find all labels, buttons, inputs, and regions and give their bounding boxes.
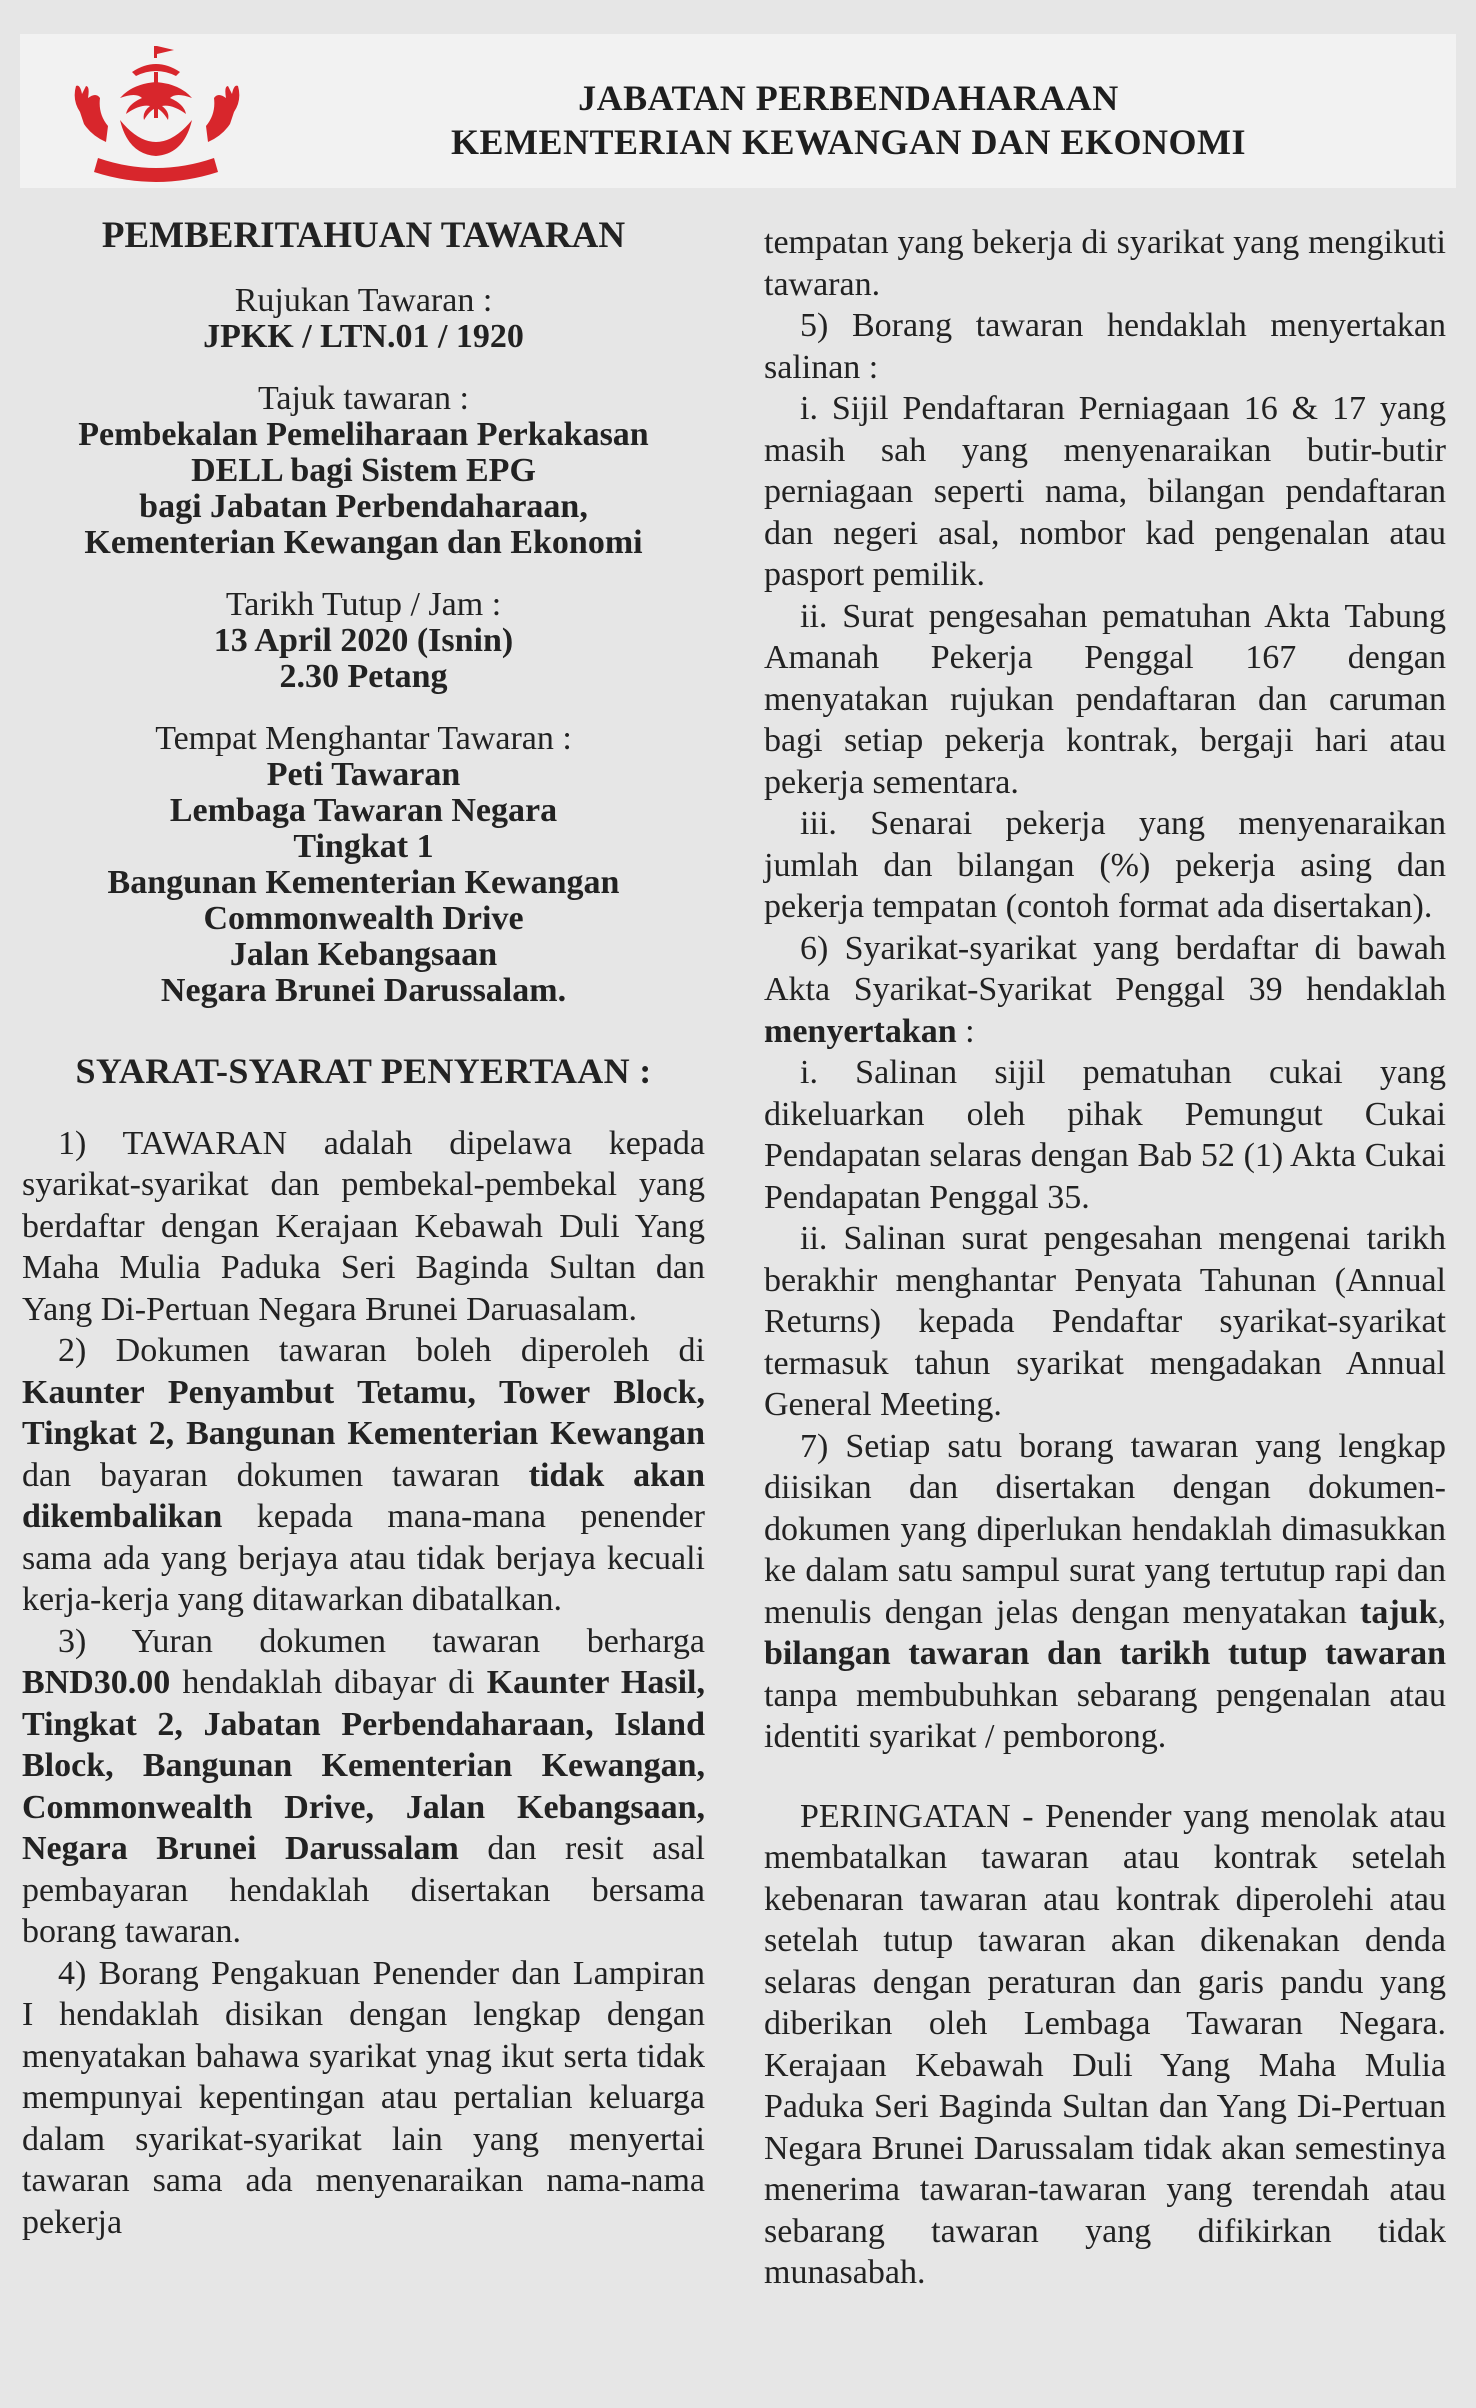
text-run-bold: tidak akan dikembalikan xyxy=(22,1456,705,1535)
reference-block xyxy=(22,283,705,355)
subject-line: bagi Jabatan Perbendaharaan, xyxy=(139,488,588,525)
condition-5-item-ii: ii. Surat pengesahan pematuhan Akta Tabung Amanah Pekerja Penggal 167 dengan menyatakan rujukan pendaftaran dan caruman bagi setiap pekerja kontrak, bergaji hari atau pekerja sementara. xyxy=(764,597,1446,801)
text-run-bold: menyertakan xyxy=(764,1012,957,1050)
condition-4-continued: tempatan yang bekerja di syarikat yang mengikuti tawaran. xyxy=(764,224,1446,303)
place-line: Jalan Kebangsaan xyxy=(229,936,498,973)
place-line: Tingkat 1 xyxy=(293,828,434,865)
reference-value: JPKK / LTN.01 / 1920 xyxy=(203,318,524,355)
reference-label: Rujukan Tawaran : xyxy=(234,282,493,319)
condition-6-item-ii: ii. Salinan surat pengesahan mengenai tarikh berakhir menghantar Penyata Tahunan (Annual Returns) kepada Pendaftar syarikat-syarikat termasuk tahun syarikat mengadakan Annual General Meeting. xyxy=(764,1220,1446,1423)
right-column xyxy=(764,222,1446,2294)
text-run: hendaklah dibayar di xyxy=(170,1664,487,1701)
place-line: Commonwealth Drive xyxy=(203,900,524,937)
left-column xyxy=(22,215,705,2243)
closing-date: 13 April 2020 (Isnin) xyxy=(213,622,514,659)
subject-block xyxy=(22,381,705,561)
organization-name xyxy=(451,76,1246,164)
brunei-crest-icon xyxy=(62,42,252,182)
subject-label: Tajuk tawaran : xyxy=(258,380,469,417)
text-run-bold: tajuk xyxy=(1360,1593,1438,1631)
text-run: 2) Dokumen tawaran boleh diperoleh di xyxy=(58,1332,705,1369)
conditions-heading: SYARAT-SYARAT PENYERTAAN : xyxy=(75,1051,652,1091)
text-run: dan bayaran dokumen tawaran xyxy=(22,1456,529,1494)
text-run-bold: BND30.00 xyxy=(22,1664,171,1701)
text-run-bold: Kaunter Hasil, Tingkat 2, Jabatan Perbendaharaan, Island Block, Bangunan Kementerian Kewangan, Commonwealth Drive, Jalan Kebangsaan, Negara Brunei Darussalam xyxy=(22,1664,705,1867)
condition-6 xyxy=(764,928,1446,1053)
text-run: dan resit asal pembayaran hendaklah disertakan bersama borang tawaran. xyxy=(22,1830,705,1950)
text-run: 3) Yuran dokumen tawaran berharga xyxy=(58,1622,705,1660)
condition-4: 4) Borang Pengakuan Penender dan Lampiran I hendaklah disikan dengan lengkap dengan menyatakan bahawa syarikat ynag ikut serta tidak mempunyai kepentingan atau pertalian keluarga dalam syarikat-syarikat lain yang menyertai tawaran sama ada menyenaraikan nama-nama pekerja xyxy=(22,1954,705,2241)
condition-1: 1) TAWARAN adalah dipelawa kepada syarikat-syarikat dan pembekal-pembekal yang berdaftar dengan Kerajaan Kebawah Duli Yang Maha Mulia Paduka Seri Baginda Sultan dan Yang Di-Pertuan Negara Brunei Daruasalam. xyxy=(22,1124,705,1328)
text-run: kepada mana-mana penender sama ada yang berjaya atau tidak berjaya kecuali kerja-kerja yang ditawarkan dibatalkan. xyxy=(22,1498,705,1618)
condition-2 xyxy=(22,1330,705,1621)
notice-title: PEMBERITAHUAN TAWARAN xyxy=(101,215,626,256)
text-run: 7) Setiap satu borang tawaran yang lengkap diisikan dan disertakan dengan dokumen-dokumen yang diperlukan hendaklah dimasukkan ke dalam satu sampul surat yang tertutup rapi dan menulis dengan jelas dengan menyatakan xyxy=(764,1427,1446,1631)
condition-6-item-i: i. Salinan sijil pematuhan cukai yang dikeluarkan oleh pihak Pemungut Cukai Pendapatan selaras dengan Bab 52 (1) Akta Cukai Pendapatan Penggal 35. xyxy=(764,1054,1446,1216)
condition-5: 5) Borang tawaran hendaklah menyertakan salinan : xyxy=(764,307,1446,386)
place-line: Lembaga Tawaran Negara xyxy=(169,792,558,829)
spacer xyxy=(764,1758,1446,1796)
text-run: : xyxy=(956,1012,975,1050)
org-line-2: KEMENTERIAN KEWANGAN DAN EKONOMI xyxy=(450,122,1246,162)
text-run: tanpa membubuhkan sebarang pengenalan atau identiti syarikat / pemborong. xyxy=(764,1676,1446,1755)
place-line: Bangunan Kementerian Kewangan xyxy=(107,864,620,901)
org-line-1: JABATAN PERBENDAHARAAN xyxy=(578,78,1119,118)
letterhead xyxy=(20,34,1456,188)
closing-time: 2.30 Petang xyxy=(279,658,448,695)
condition-5-item-iii: iii. Senarai pekerja yang menyenaraikan jumlah dan bilangan (%) pekerja asing dan pekerja tempatan (contoh format ada disertakan). xyxy=(764,805,1446,925)
condition-3 xyxy=(22,1621,705,1953)
warning-paragraph: PERINGATAN - Penender yang menolak atau membatalkan tawaran atau kontrak setelah kebenaran tawaran atau kontrak diperolehi atau setelah tutup tawaran akan dikenakan denda selaras dengan peraturan dan garis pandu yang diberikan oleh Lembaga Tawaran Negara. Kerajaan Kebawah Duli Yang Maha Mulia Paduka Seri Baginda Sultan dan Yang Di-Pertuan Negara Brunei Darussalam tidak akan semestinya menerima tawaran-tawaran yang terendah atau sebarang tawaran yang difikirkan tidak munasabah. xyxy=(764,1797,1446,2291)
text-run: 6) Syarikat-syarikat yang berdaftar di bawah Akta Syarikat-Syarikat Penggal 39 hendaklah xyxy=(764,929,1446,1008)
closing-label: Tarikh Tutup / Jam : xyxy=(225,586,502,623)
condition-7 xyxy=(764,1426,1446,1758)
place-label: Tempat Menghantar Tawaran : xyxy=(155,720,572,757)
closing-block xyxy=(22,587,705,695)
subject-line: DELL bagi Sistem EPG xyxy=(191,452,536,489)
place-line: Negara Brunei Darussalam. xyxy=(160,972,567,1009)
text-run: , xyxy=(1437,1593,1446,1631)
place-line: Peti Tawaran xyxy=(266,756,461,793)
subject-line: Kementerian Kewangan dan Ekonomi xyxy=(84,524,643,561)
subject-line: Pembekalan Pemeliharaan Perkakasan xyxy=(78,416,649,453)
text-run-bold: bilangan tawaran dan tarikh tutup tawaran xyxy=(764,1635,1446,1672)
submission-place-block xyxy=(22,721,705,1009)
condition-5-item-i: i. Sijil Pendaftaran Perniagaan 16 & 17 yang masih sah yang menyenaraikan butir-butir perniagaan seperti nama, bilangan pendaftaran dan negeri asal, nombor kad pengenalan atau pasport pemilik. xyxy=(764,390,1446,593)
text-run-bold: Kaunter Penyambut Tetamu, Tower Block, Tingkat 2, Bangunan Kementerian Kewangan xyxy=(22,1373,705,1452)
